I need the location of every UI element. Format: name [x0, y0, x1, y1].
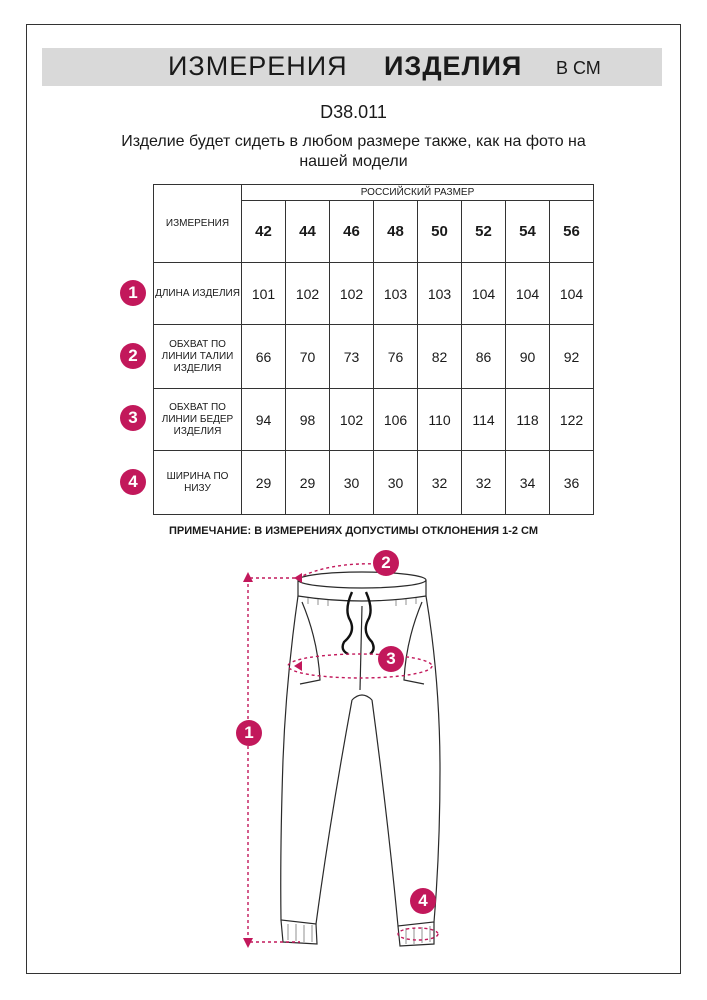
row-value: 103: [418, 263, 462, 325]
row-value: 29: [286, 451, 330, 515]
row-value: 90: [506, 325, 550, 389]
row-value: 66: [242, 325, 286, 389]
row-label: ДЛИНА ИЗДЕЛИЯ: [154, 263, 242, 325]
row-value: 76: [374, 325, 418, 389]
row-label: ОБХВАТ ПО ЛИНИИ ТАЛИИ ИЗДЕЛИЯ: [154, 325, 242, 389]
row-value: 102: [286, 263, 330, 325]
product-code: D38.011: [320, 102, 387, 122]
size-header: 56: [550, 201, 594, 263]
row-value: 102: [330, 263, 374, 325]
size-header: 42: [242, 201, 286, 263]
row-value: 86: [462, 325, 506, 389]
row-number-badge: 2: [120, 343, 146, 369]
measurement-note: ПРИМЕЧАНИЕ: В ИЗМЕРЕНИЯХ ДОПУСТИМЫ ОТКЛОНЕНИЯ 1-2 СМ: [168, 525, 539, 537]
row-label: ШИРИНА ПО НИЗУ: [154, 451, 242, 515]
row-value: 32: [418, 451, 462, 515]
row-value: 118: [506, 389, 550, 451]
row-value: 73: [330, 325, 374, 389]
rib-texture: [288, 598, 430, 944]
row-value: 104: [506, 263, 550, 325]
size-header: 52: [462, 201, 506, 263]
row-value: 114: [462, 389, 506, 451]
row-value: 101: [242, 263, 286, 325]
row-value: 94: [242, 389, 286, 451]
row-number-badge: 4: [120, 469, 146, 495]
size-header: 44: [286, 201, 330, 263]
row-value: 104: [462, 263, 506, 325]
row-value: 98: [286, 389, 330, 451]
row-value: 32: [462, 451, 506, 515]
title-part1: ИЗМЕРЕНИЯ: [168, 51, 348, 81]
size-header: 50: [418, 201, 462, 263]
row-label: ОБХВАТ ПО ЛИНИИ БЕДЕР ИЗДЕЛИЯ: [154, 389, 242, 451]
size-header: 46: [330, 201, 374, 263]
diagram-marker: 2: [373, 550, 399, 576]
title-unit: В СМ: [556, 58, 601, 78]
row-value: 103: [374, 263, 418, 325]
row-value: 82: [418, 325, 462, 389]
row-value: 92: [550, 325, 594, 389]
title-part2: ИЗДЕЛИЯ: [384, 51, 523, 81]
row-value: 30: [374, 451, 418, 515]
size-header: 54: [506, 201, 550, 263]
row-value: 29: [242, 451, 286, 515]
row-value: 70: [286, 325, 330, 389]
row-value: 104: [550, 263, 594, 325]
row-value: 36: [550, 451, 594, 515]
row-number-badge: 1: [120, 280, 146, 306]
diagram-marker: 1: [236, 720, 262, 746]
row-value: 34: [506, 451, 550, 515]
size-header: 48: [374, 201, 418, 263]
diagram-marker: 4: [410, 888, 436, 914]
row-value: 30: [330, 451, 374, 515]
row-number-badge: 3: [120, 405, 146, 431]
diagram-marker: 3: [378, 646, 404, 672]
row-value: 106: [374, 389, 418, 451]
row-value: 110: [418, 389, 462, 451]
subtitle: Изделие будет сидеть в любом размере также, как на фото на нашей модели: [121, 133, 586, 170]
corner-label: ИЗМЕРЕНИЯ: [154, 185, 242, 263]
row-value: 122: [550, 389, 594, 451]
size-group-label: РОССИЙСКИЙ РАЗМЕР: [242, 185, 594, 201]
row-value: 102: [330, 389, 374, 451]
